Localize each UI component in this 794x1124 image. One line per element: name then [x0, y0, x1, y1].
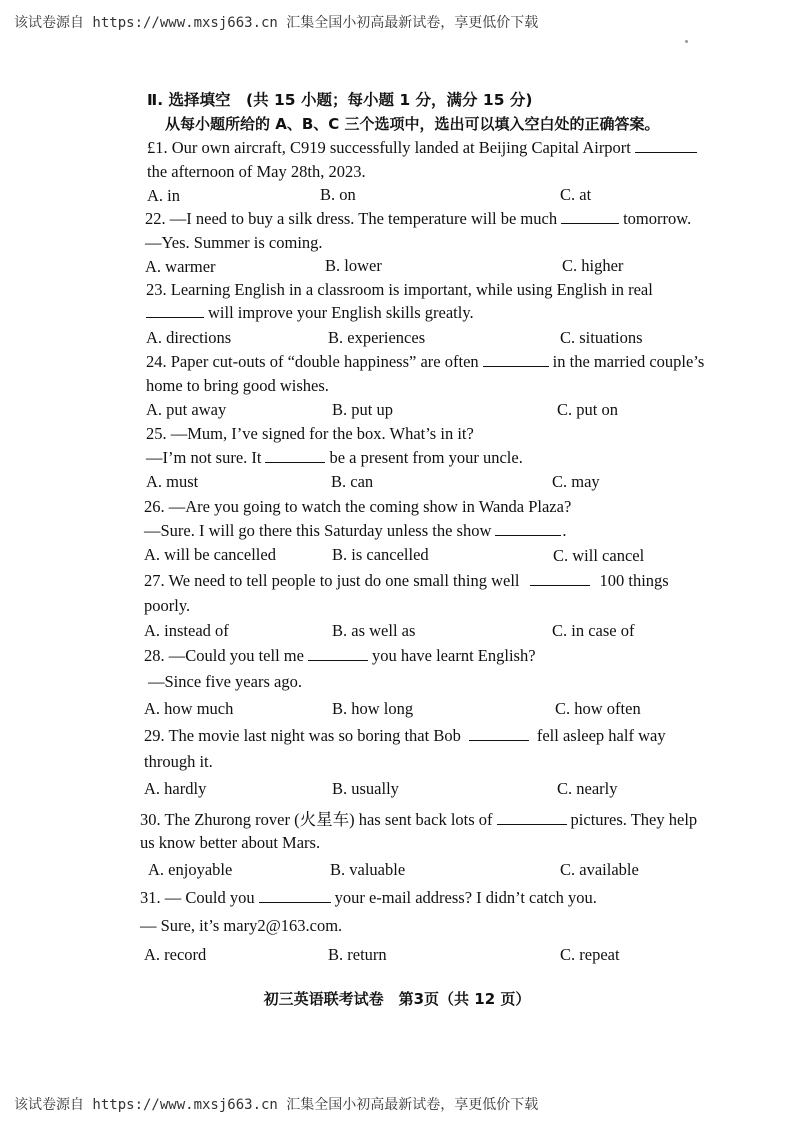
question-24-stem-line-2: home to bring good wishes.: [146, 376, 329, 395]
question-26-option-a[interactable]: A. will be cancelled: [144, 545, 276, 564]
question-23-option-b[interactable]: B. experiences: [328, 328, 426, 347]
question-text: in the married couple’s: [552, 352, 705, 371]
question-31-stem-line-1: [140, 888, 597, 908]
question-31-option-c[interactable]: C. repeat: [560, 945, 620, 964]
question-text: 24. Paper cut-outs of “double happiness” are often: [146, 352, 479, 371]
question-25-option-b[interactable]: B. can: [331, 472, 374, 491]
question-24-option-c[interactable]: C. put on: [557, 400, 618, 419]
question-27-stem-line-2: poorly.: [144, 596, 191, 615]
answer-blank: [483, 352, 549, 367]
question-26-option-c[interactable]: C. will cancel: [553, 546, 645, 565]
question-text: be a present from your uncle.: [329, 448, 523, 467]
question-27-option-c[interactable]: C. in case of: [552, 621, 635, 640]
answer-blank: [308, 646, 368, 661]
question-26-option-b[interactable]: B. is cancelled: [332, 545, 429, 564]
question-28-option-c[interactable]: C. how often: [555, 699, 641, 718]
answer-blank: [469, 726, 529, 741]
question-22-option-a[interactable]: A. warmer: [145, 257, 216, 276]
question-29-stem-line-1: [144, 726, 666, 746]
question-29-option-c[interactable]: C. nearly: [557, 779, 618, 798]
question-text: £1. Our own aircraft, C919 successfully landed at Beijing Capital Airport: [147, 138, 631, 157]
question-28-option-a[interactable]: A. how much: [144, 699, 234, 718]
question-27-option-a[interactable]: A. instead of: [144, 621, 229, 640]
question-text: 29. The movie last night was so boring that Bob: [144, 726, 461, 745]
question-23-stem-line-2: [146, 303, 474, 323]
question-text: 27. We need to tell people to just do one small thing well: [144, 571, 520, 590]
question-31-stem-line-2: — Sure, it’s mary2@163.com.: [140, 916, 343, 935]
question-text: your e-mail address? I didn’t catch you.: [334, 888, 597, 907]
question-24-option-a[interactable]: A. put away: [146, 400, 227, 419]
question-29-option-a[interactable]: A. hardly: [144, 779, 207, 798]
source-watermark-top: 该试卷源自 https://www.mxsj663.cn 汇集全国小初高最新试卷，享更低价下载: [14, 15, 539, 31]
question-text: will improve your English skills greatly.: [208, 303, 474, 322]
question-text: 28. —Could you tell me: [144, 646, 304, 665]
question-30-stem-line-1: [140, 806, 697, 830]
section-heading: Ⅱ. 选择填空 (共 15 小题；每小题 1 分，满分 15 分): [147, 91, 533, 109]
question-22-stem-line-2: —Yes. Summer is coming.: [145, 233, 323, 252]
question-22-stem-line-1: [145, 209, 691, 229]
source-watermark-bottom: 该试卷源自 https://www.mxsj663.cn 汇集全国小初高最新试卷，享更低价下载: [14, 1097, 539, 1113]
question-22-option-c[interactable]: C. higher: [562, 256, 624, 275]
question-28-stem-line-2: —Since five years ago.: [148, 672, 302, 691]
question-22-option-b[interactable]: B. lower: [325, 256, 382, 275]
question-21-stem-line-1: [147, 138, 701, 158]
question-21-option-b[interactable]: B. on: [320, 185, 356, 204]
page-footer: 初三英语联考试卷 第3页（共 12 页）: [263, 990, 531, 1008]
question-27-stem-line-1: [144, 571, 669, 591]
question-text: 22. —I need to buy a silk dress. The temperature will be much: [145, 209, 558, 228]
answer-blank: [146, 303, 204, 318]
scan-speck: [685, 40, 688, 43]
question-26-stem-line-2: [144, 521, 567, 541]
question-21-option-a[interactable]: A. in: [147, 186, 180, 205]
question-25-option-c[interactable]: C. may: [552, 472, 600, 491]
question-text: pictures. They help: [570, 810, 698, 829]
answer-blank: [530, 571, 590, 586]
question-27-option-b[interactable]: B. as well as: [332, 621, 416, 640]
question-25-stem-line-2: [146, 448, 523, 468]
question-25-option-a[interactable]: A. must: [146, 472, 199, 491]
question-30-option-c[interactable]: C. available: [560, 860, 639, 879]
question-30-stem-line-2: us know better about Mars.: [140, 833, 321, 852]
answer-blank: [561, 209, 619, 224]
question-text: tomorrow.: [623, 209, 692, 228]
answer-blank: [635, 138, 697, 153]
question-text: —Sure. I will go there this Saturday unless the show: [144, 521, 492, 540]
question-25-stem-line-1: 25. —Mum, I’ve signed for the box. What’s in it?: [146, 424, 474, 443]
question-23-stem-line-1: 23. Learning English in a classroom is important, while using English in real: [146, 280, 653, 299]
answer-blank: [495, 521, 561, 536]
question-23-option-a[interactable]: A. directions: [146, 328, 232, 347]
question-26-stem-line-1: 26. —Are you going to watch the coming show in Wanda Plaza?: [144, 497, 572, 516]
question-text: fell asleep half way: [536, 726, 666, 745]
answer-blank: [497, 810, 567, 825]
question-21-option-c[interactable]: C. at: [560, 185, 592, 204]
question-text: 30. The Zhurong rover (火星车) has sent back lots of: [140, 810, 493, 829]
answer-blank: [259, 888, 331, 903]
question-text: 31. — Could you: [140, 888, 255, 907]
question-29-stem-line-2: through it.: [144, 752, 213, 771]
question-24-option-b[interactable]: B. put up: [332, 400, 393, 419]
question-24-stem-line-1: [146, 352, 704, 372]
question-30-option-a[interactable]: A. enjoyable: [148, 860, 233, 879]
question-31-option-a[interactable]: A. record: [144, 945, 207, 964]
question-28-option-b[interactable]: B. how long: [332, 699, 414, 718]
question-text: .: [562, 521, 567, 540]
question-30-option-b[interactable]: B. valuable: [330, 860, 406, 879]
question-21-stem-line-2: the afternoon of May 28th, 2023.: [147, 162, 366, 181]
question-text: 100 things: [599, 571, 669, 590]
question-text: —I’m not sure. It: [146, 448, 262, 467]
section-instruction: 从每小题所给的 A、B、C 三个选项中，选出可以填入空白处的正确答案。: [165, 115, 660, 133]
answer-blank: [265, 448, 325, 463]
question-31-option-b[interactable]: B. return: [328, 945, 387, 964]
question-29-option-b[interactable]: B. usually: [332, 779, 399, 798]
question-text: you have learnt English?: [371, 646, 536, 665]
question-23-option-c[interactable]: C. situations: [560, 328, 643, 347]
question-28-stem-line-1: [144, 646, 536, 666]
